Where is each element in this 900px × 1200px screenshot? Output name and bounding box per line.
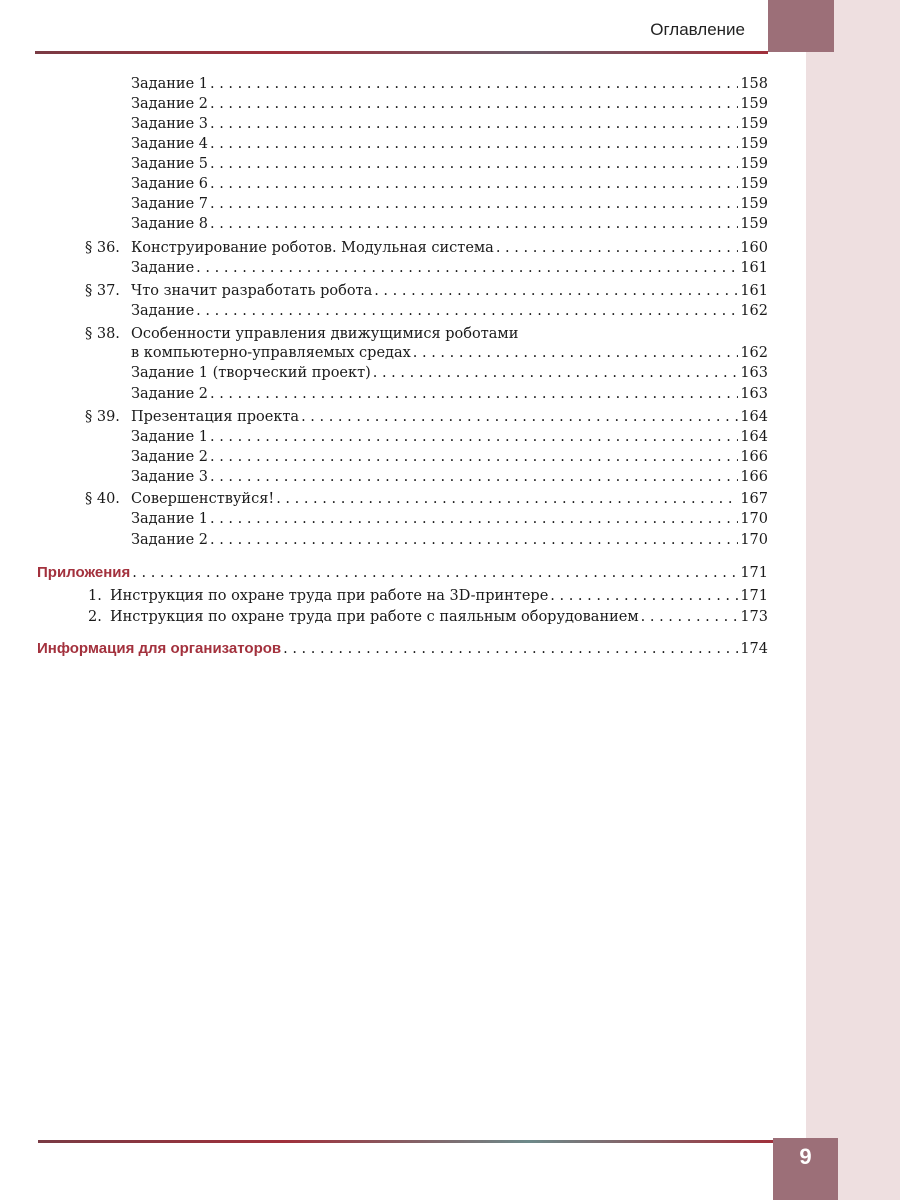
dot-leader — [210, 115, 738, 133]
entry-page: 167 — [740, 491, 768, 507]
entry-page: 159 — [740, 216, 768, 232]
dot-leader — [210, 510, 738, 528]
toc-entry[interactable] — [131, 364, 768, 382]
page-number-box — [773, 1138, 838, 1200]
dot-leader — [210, 385, 738, 403]
entry-page: 159 — [740, 156, 768, 172]
entry-page: 174 — [740, 641, 768, 657]
entry-label: Задание — [131, 260, 195, 276]
dot-leader — [210, 135, 738, 153]
section-number: § 36. — [85, 240, 120, 256]
section-title: Особенности управления движущимися роботами — [131, 326, 519, 342]
dot-leader — [496, 239, 738, 257]
entry-label: Задание 5 — [131, 156, 208, 172]
section-title-continued: в компьютерно-управляемых средах — [131, 345, 411, 361]
entry-label: Задание 6 — [131, 176, 208, 192]
toc-info[interactable] — [37, 640, 768, 658]
entry-page: 173 — [740, 609, 768, 625]
entry-page: 164 — [740, 429, 768, 445]
toc-entry[interactable] — [131, 155, 768, 173]
toc-entry[interactable] — [131, 115, 768, 133]
dot-leader — [210, 155, 738, 173]
toc-section-38-line1[interactable] — [85, 326, 518, 342]
section-title: Совершенствуйся! — [131, 491, 275, 507]
appendix-title: Приложения — [37, 564, 131, 581]
dot-leader — [373, 364, 739, 382]
footer-rule — [38, 1140, 773, 1143]
section-number: § 39. — [85, 409, 120, 425]
dot-leader — [132, 564, 738, 582]
entry-page: 163 — [740, 386, 768, 402]
toc-section-39[interactable] — [85, 408, 768, 426]
toc-section-38-line2[interactable] — [131, 344, 768, 362]
dot-leader — [413, 344, 739, 362]
toc-entry[interactable] — [131, 510, 768, 528]
entry-label: Задание 4 — [131, 136, 208, 152]
entry-page: 161 — [740, 260, 768, 276]
entry-label: Задание 3 — [131, 469, 208, 485]
entry-label: Задание 1 — [131, 511, 208, 527]
entry-page: 159 — [740, 196, 768, 212]
header-tab — [768, 0, 834, 52]
entry-label: Задание 2 — [131, 96, 208, 112]
entry-page: 162 — [740, 303, 768, 319]
section-title: Презентация проекта — [131, 409, 300, 425]
entry-label: Задание — [131, 303, 195, 319]
dot-leader — [196, 259, 738, 277]
dot-leader — [641, 608, 739, 626]
toc-section-37[interactable] — [85, 282, 768, 300]
dot-leader — [550, 587, 738, 605]
dot-leader — [210, 468, 738, 486]
section-number: § 38. — [85, 326, 120, 342]
entry-page: 161 — [740, 283, 768, 299]
toc-entry[interactable] — [131, 531, 768, 549]
entry-label: Задание 8 — [131, 216, 208, 232]
entry-page: 159 — [740, 96, 768, 112]
item-number: 2. — [88, 609, 102, 625]
page-edge-strip — [806, 0, 900, 1200]
toc-entry[interactable] — [131, 428, 768, 446]
section-title: Конструирование роботов. Модульная система — [131, 240, 494, 256]
entry-label: Задание 7 — [131, 196, 208, 212]
entry-page: 166 — [740, 449, 768, 465]
entry-page: 159 — [740, 176, 768, 192]
entry-label: Задание 3 — [131, 116, 208, 132]
toc-entry[interactable] — [131, 175, 768, 193]
toc-entry[interactable] — [131, 195, 768, 213]
entry-page: 171 — [740, 588, 768, 604]
dot-leader — [283, 640, 738, 658]
item-number: 1. — [88, 588, 102, 604]
entry-page: 171 — [740, 565, 768, 581]
toc-entry[interactable] — [131, 259, 768, 277]
entry-page: 158 — [740, 76, 768, 92]
entry-label: Задание 1 (творческий проект) — [131, 365, 371, 381]
entry-page: 170 — [740, 511, 768, 527]
toc-entry[interactable] — [131, 302, 768, 320]
toc-entry[interactable] — [131, 468, 768, 486]
entry-page: 170 — [740, 532, 768, 548]
entry-label: Задание 2 — [131, 386, 208, 402]
toc-entry[interactable] — [131, 448, 768, 466]
running-header: Оглавление — [650, 20, 745, 39]
entry-page: 159 — [740, 116, 768, 132]
toc-appendix[interactable] — [37, 564, 768, 582]
dot-leader — [196, 302, 738, 320]
entry-label: Инструкция по охране труда при работе с паяльным оборудованием — [110, 609, 639, 625]
dot-leader — [210, 95, 738, 113]
entry-label: Инструкция по охране труда при работе на 3D-принтере — [110, 588, 549, 604]
entry-label: Задание 1 — [131, 76, 208, 92]
dot-leader — [210, 448, 738, 466]
section-number: § 40. — [85, 491, 120, 507]
toc-entry[interactable] — [131, 135, 768, 153]
toc-section-36[interactable] — [85, 239, 768, 257]
header-rule — [35, 51, 768, 54]
entry-page: 159 — [740, 136, 768, 152]
entry-label: Задание 1 — [131, 429, 208, 445]
page-number: 9 — [799, 1144, 812, 1169]
toc-appendix-item[interactable] — [88, 608, 768, 626]
entry-page: 160 — [740, 240, 768, 256]
entry-label: Задание 2 — [131, 449, 208, 465]
dot-leader — [210, 531, 738, 549]
entry-page: 166 — [740, 469, 768, 485]
section-title: Что значит разработать робота — [131, 283, 373, 299]
entry-page: 164 — [740, 409, 768, 425]
section-number: § 37. — [85, 283, 120, 299]
toc-section-40[interactable] — [85, 490, 768, 508]
dot-leader — [210, 195, 738, 213]
toc-entry[interactable] — [131, 95, 768, 113]
dot-leader — [276, 490, 738, 508]
entry-page: 162 — [740, 345, 768, 361]
toc-entry[interactable] — [131, 385, 768, 403]
dot-leader — [210, 175, 738, 193]
info-title: Информация для организаторов — [37, 640, 282, 657]
dot-leader — [374, 282, 738, 300]
toc-entry[interactable] — [131, 75, 768, 93]
dot-leader — [210, 75, 738, 93]
entry-page: 163 — [740, 365, 768, 381]
dot-leader — [301, 408, 738, 426]
entry-label: Задание 2 — [131, 532, 208, 548]
dot-leader — [210, 215, 738, 233]
toc-entry[interactable] — [131, 215, 768, 233]
toc-appendix-item[interactable] — [88, 587, 768, 605]
dot-leader — [210, 428, 738, 446]
